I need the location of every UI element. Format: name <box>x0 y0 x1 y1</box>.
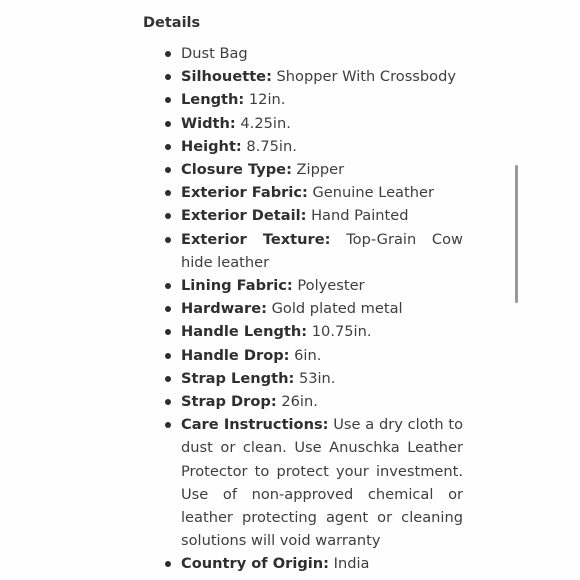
detail-item-closure-type <box>143 158 463 181</box>
detail-item-exterior-fabric <box>143 181 463 204</box>
detail-item-height <box>143 135 463 158</box>
bullet-icon <box>165 422 171 428</box>
bullet-icon <box>165 306 171 312</box>
bullet-icon <box>165 283 171 289</box>
detail-label: Strap Length: <box>181 369 295 387</box>
bullet-icon <box>165 51 171 57</box>
bullet-icon <box>165 353 171 359</box>
detail-label: Handle Length: <box>181 323 308 341</box>
bullet-icon <box>165 190 171 196</box>
scrollbar-thumb[interactable] <box>515 165 518 303</box>
detail-item-exterior-detail <box>143 204 463 227</box>
detail-label: Strap Drop: <box>181 393 277 411</box>
details-list <box>143 42 463 576</box>
detail-value: Use a dry cloth to dust or clean. Use Anuschka Leather Protector to protect your investment. Use of non-approved chemical or leather protecting agent or cleaning solutions will void warranty <box>181 416 463 550</box>
detail-label: Width: <box>181 114 236 132</box>
detail-item-hardware <box>143 297 463 320</box>
detail-label: Silhouette: <box>181 68 272 86</box>
detail-label: Care Instructions: <box>181 416 329 434</box>
bullet-icon <box>165 167 171 173</box>
bullet-icon <box>165 399 171 405</box>
detail-value: Gold plated metal <box>271 300 403 318</box>
detail-value: Dust Bag <box>181 45 248 62</box>
detail-value: Genuine Leather <box>312 184 434 202</box>
detail-label: Exterior Fabric: <box>181 184 308 202</box>
detail-item-length <box>143 88 463 111</box>
detail-label: Exterior Texture: <box>181 230 331 248</box>
detail-value: 26in. <box>281 393 318 411</box>
detail-value: 53in. <box>298 369 336 387</box>
bullet-icon <box>165 74 171 80</box>
detail-value: India <box>333 555 370 573</box>
detail-value: 4.25in. <box>240 114 291 132</box>
detail-value: Zipper <box>296 161 345 179</box>
detail-label: Height: <box>181 137 242 155</box>
detail-label: Exterior Detail: <box>181 207 307 225</box>
detail-item-strap-length <box>143 367 463 390</box>
detail-item-handle-length <box>143 320 463 343</box>
detail-value: 6in. <box>294 346 322 364</box>
bullet-icon <box>165 97 171 103</box>
detail-item-country-of-origin <box>143 552 463 575</box>
detail-item-handle-drop <box>143 344 463 367</box>
detail-label: Closure Type: <box>181 161 292 179</box>
detail-label: Hardware: <box>181 300 267 318</box>
bullet-icon <box>165 144 171 150</box>
detail-label: Country of Origin: <box>181 555 330 573</box>
bullet-icon <box>165 237 171 243</box>
detail-value: Polyester <box>297 277 365 295</box>
bullet-icon <box>165 561 171 567</box>
detail-item-lining-fabric <box>143 274 463 297</box>
detail-item-strap-drop <box>143 390 463 413</box>
detail-value: Shopper With Crossbody <box>276 68 457 86</box>
bullet-icon <box>165 376 171 382</box>
detail-item-care-instructions <box>143 413 463 552</box>
bullet-icon <box>165 213 171 219</box>
detail-label: Length: <box>181 91 245 109</box>
detail-item-exterior-texture <box>143 228 463 274</box>
detail-label: Handle Drop: <box>181 346 290 364</box>
detail-value: 8.75in. <box>246 137 297 155</box>
details-section <box>143 13 463 576</box>
detail-item-width <box>143 112 463 135</box>
detail-value: Hand Painted <box>311 207 409 225</box>
bullet-icon <box>165 121 171 127</box>
section-title: Details <box>143 15 201 31</box>
detail-value: 12in. <box>248 91 286 109</box>
detail-label: Lining Fabric: <box>181 277 293 295</box>
detail-value: Top-Grain Cow hide leather <box>181 230 463 271</box>
bullet-icon <box>165 329 171 335</box>
detail-item-silhouette <box>143 65 463 88</box>
detail-item-dust-bag <box>143 42 463 65</box>
detail-value: 10.75in. <box>311 323 372 341</box>
